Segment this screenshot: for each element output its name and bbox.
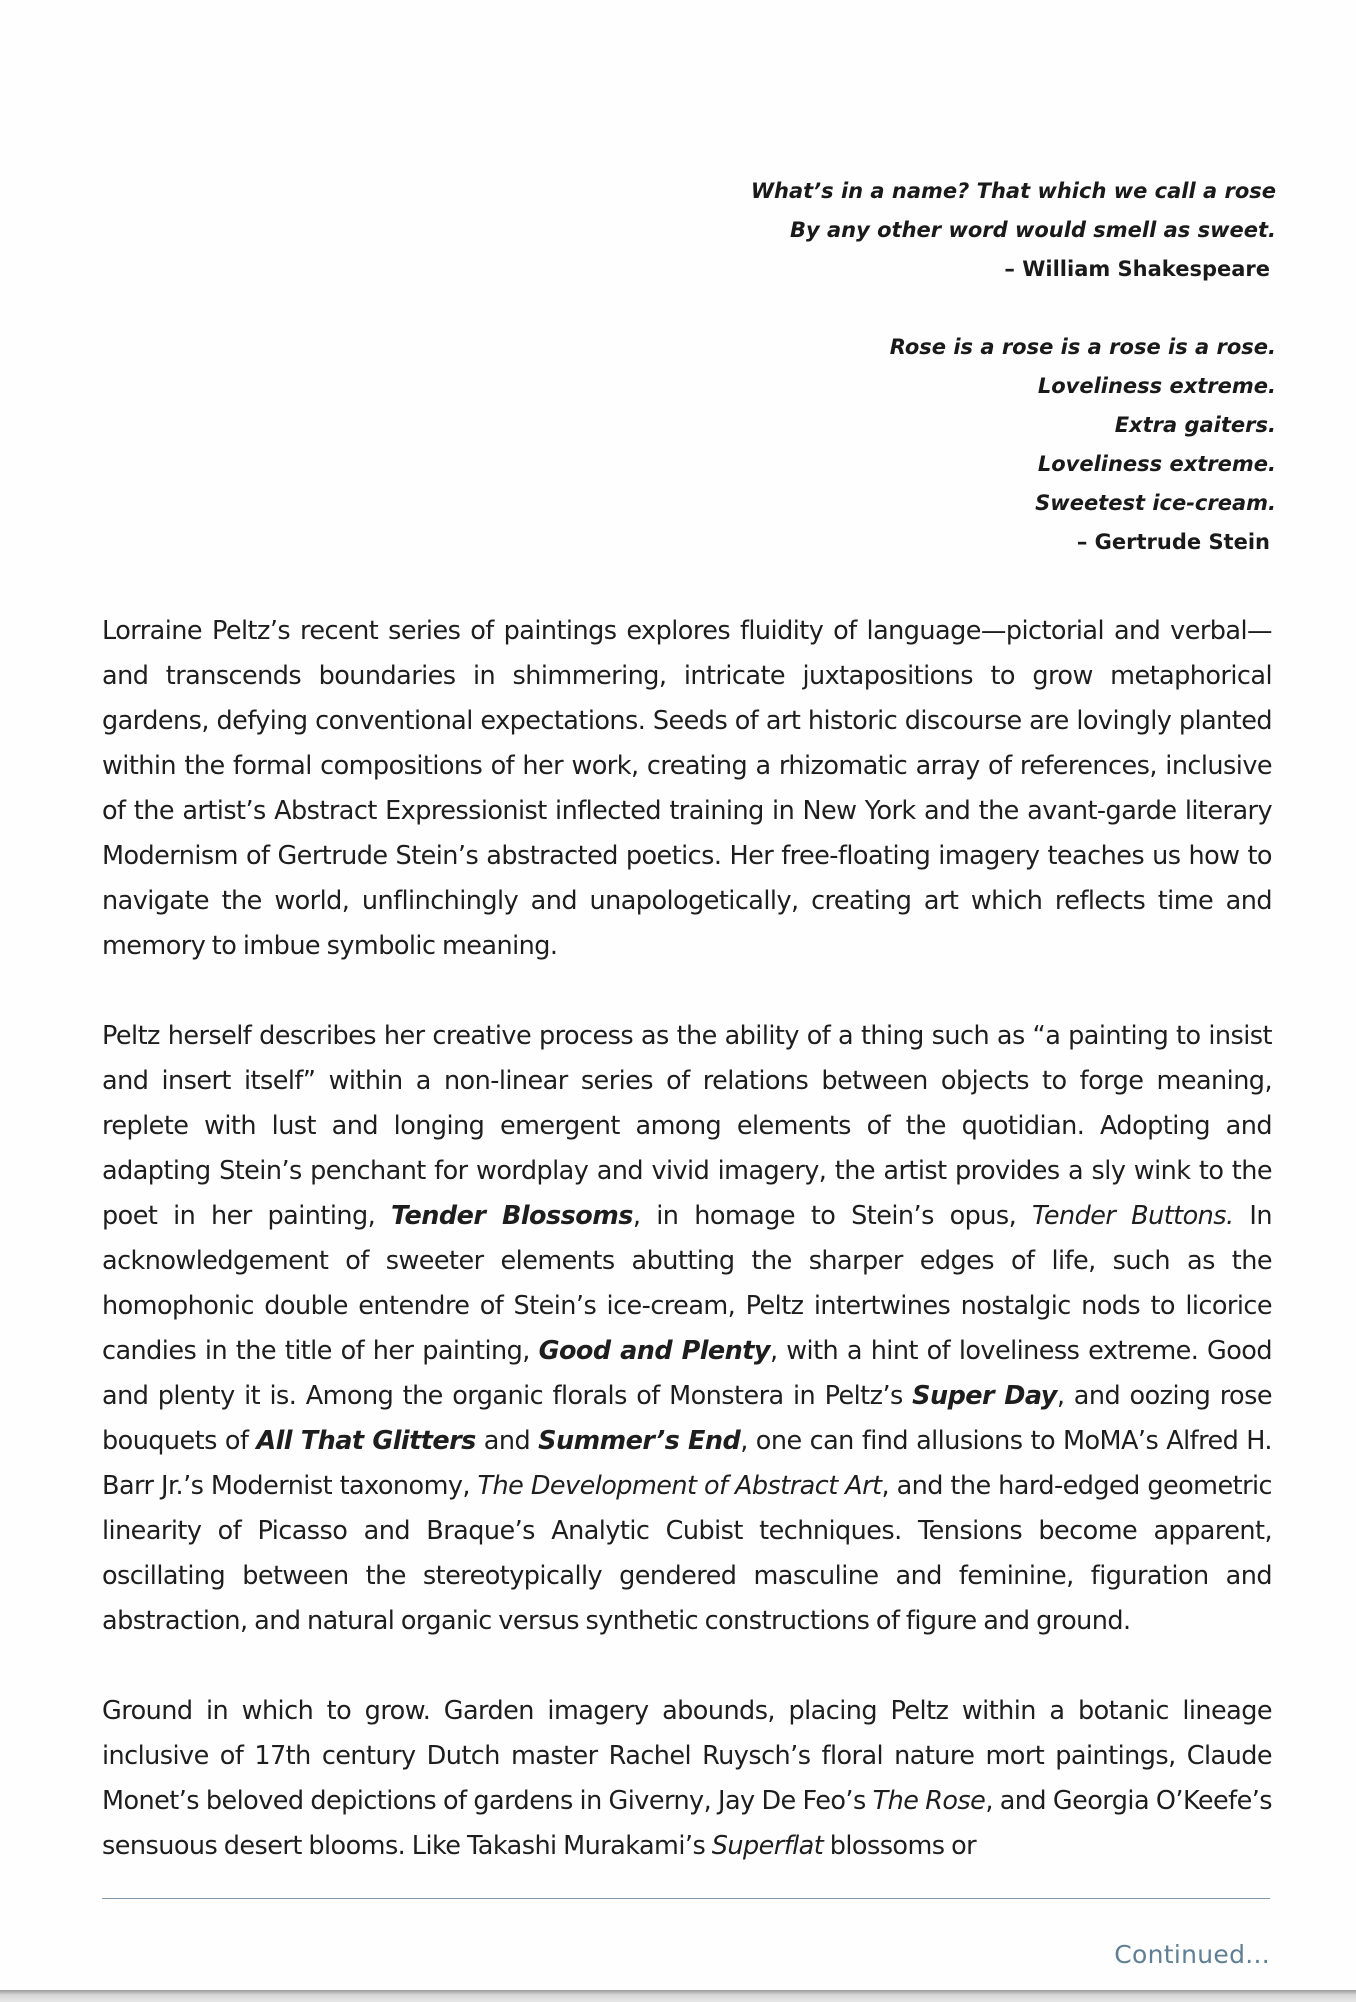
epigraph-line: What’s in a name? That which we call a rose: [750, 179, 1276, 203]
book-title: The Development of Abstract Art: [477, 1471, 882, 1501]
epigraph-line: Sweetest ice-cream.: [1035, 491, 1276, 515]
epigraph-line: By any other word would smell as sweet.: [789, 218, 1276, 242]
essay-body: [102, 609, 1272, 1914]
epigraph-line: Loveliness extreme.: [1037, 452, 1276, 476]
epigraphs: [576, 172, 1276, 601]
artwork-title: Good and Plenty: [538, 1336, 770, 1366]
artwork-title: Tender Blossoms: [391, 1201, 633, 1231]
paragraph-3: [102, 1689, 1272, 1869]
text-run: , one can find allusions to MoMA’s Alfred H. Barr Jr.’s Modernist taxonomy,: [102, 1426, 1272, 1501]
continued-label: Continued...: [1114, 1940, 1270, 1969]
book-title: Tender Buttons.: [1032, 1201, 1234, 1231]
epigraph-line: Loveliness extreme.: [1037, 374, 1276, 398]
text-run: , and the hard-edged geometric linearity of Picasso and Braque’s Analytic Cubist techniques. Tensions become apparent, oscillating between the stereotypically gendered masculine and feminine, figuration and abstraction, and natural organic versus synthetic constructions of figure and ground.: [102, 1471, 1273, 1636]
paragraph-2: [102, 1014, 1272, 1644]
artwork-title: Superflat: [711, 1831, 824, 1861]
epigraph-line: Rose is a rose is a rose is a rose.: [889, 335, 1276, 359]
artwork-title: All That Glitters: [256, 1426, 476, 1456]
text-run: , and Georgia O’Keefe’s sensuous desert blooms. Like Takashi Murakami’s: [102, 1786, 1272, 1861]
text-run: Lorraine Peltz’s recent series of paintings explores fluidity of language—pictorial and verbal—and transcends boundaries in shimmering, intricate juxtapositions to grow metaphorical gardens, defying conventional expectations. Seeds of art historic discourse are lovingly planted within the formal compositions of her work, creating a rhizomatic array of references, inclusive of the artist’s Abstract Expressionist inflected training in New York and the avant-garde literary Modernism of Gertrude Stein’s abstracted poetics. Her free-floating imagery teaches us how to navigate the world, unflinchingly and unapologetically, creating art which reflects time and memory to imbue symbolic meaning.: [102, 616, 1272, 961]
text-run: In acknowledgement of sweeter elements abutting the sharper edges of life, such as the homophonic double entendre of Stein’s ice-cream, Peltz intertwines nostalgic nods to licorice candies in the title of her painting,: [102, 1201, 1272, 1366]
epigraph-attribution: – Gertrude Stein: [1076, 530, 1270, 554]
paragraph-1: [102, 609, 1272, 969]
epigraph-line: Extra gaiters.: [1114, 413, 1276, 437]
text-run: , in homage to Stein’s opus,: [632, 1201, 1033, 1231]
artwork-title: Summer’s End: [538, 1426, 741, 1456]
text-run: and: [475, 1426, 539, 1456]
page-edge-shadow: [0, 1990, 1356, 2002]
epigraph-attribution: – William Shakespeare: [1004, 257, 1270, 281]
epigraph-shakespeare: [576, 172, 1276, 289]
artwork-title: The Rose: [872, 1786, 986, 1816]
text-run: , with a hint of loveliness extreme. Good and plenty it is. Among the organic florals of Monstera in Peltz’s: [102, 1336, 1272, 1411]
text-run: Ground in which to grow. Garden imagery abounds, placing Peltz within a botanic lineage inclusive of 17th century Dutch master Rachel Ruysch’s floral nature mort paintings, Claude Monet’s beloved depictions of gardens in Giverny, Jay De Feo’s: [102, 1696, 1272, 1816]
text-run: blossoms or: [823, 1831, 977, 1861]
artwork-title: Super Day: [912, 1381, 1057, 1411]
footer-rule: [102, 1898, 1270, 1899]
text-run: , and oozing rose bouquets of: [102, 1381, 1272, 1456]
text-run: Peltz herself describes her creative process as the ability of a thing such as “a painting to insist and insert itself” within a non-linear series of relations between objects to forge meaning, replete with lust and longing emergent among elements of the quotidian. Adopting and adapting Stein’s penchant for wordplay and vivid imagery, the artist provides a sly wink to the poet in her painting,: [102, 1021, 1272, 1231]
epigraph-stein: [576, 328, 1276, 562]
